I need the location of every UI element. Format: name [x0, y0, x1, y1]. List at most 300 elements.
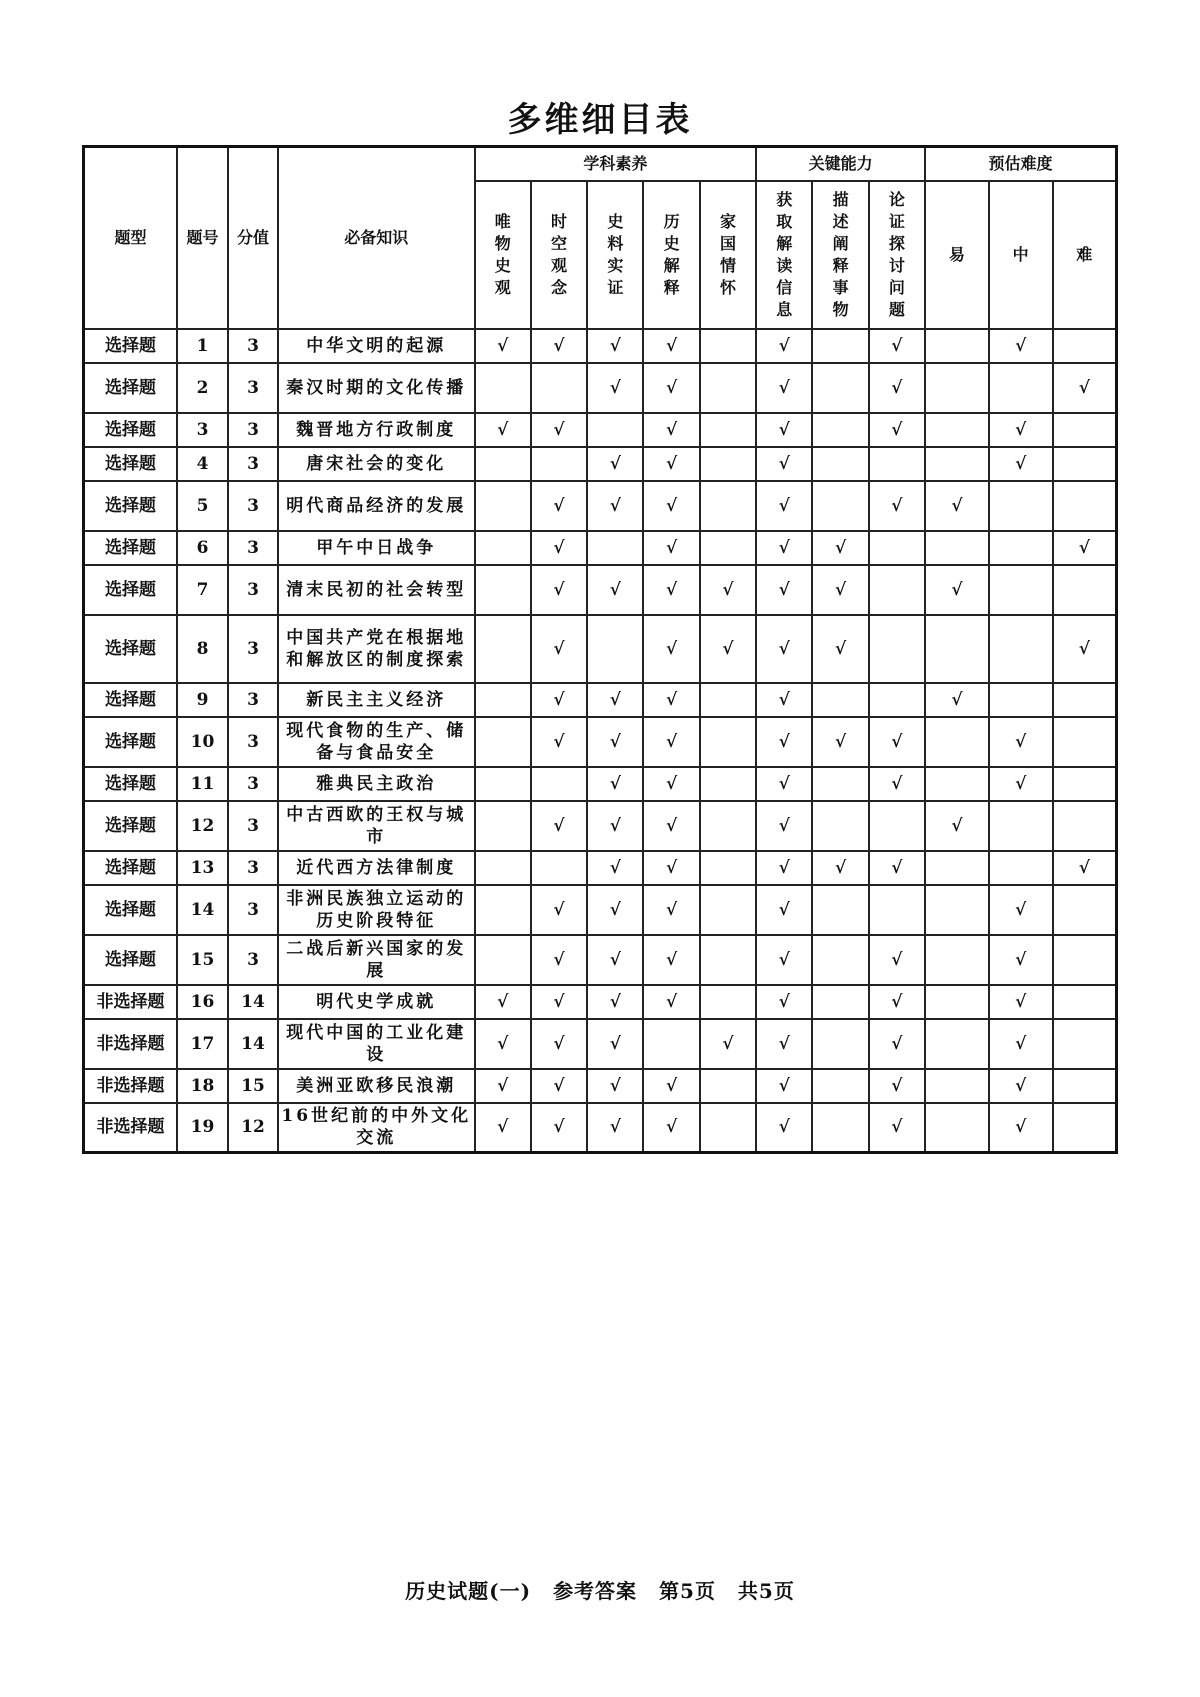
- question-type-cell: 选择题: [84, 565, 178, 615]
- literacy-check-mark: √: [643, 447, 699, 481]
- literacy-empty-cell: [475, 767, 531, 801]
- ability-empty-cell: [869, 683, 925, 717]
- literacy-empty-cell: [643, 1019, 699, 1069]
- difficulty-empty-cell: [1053, 1069, 1117, 1103]
- ability-empty-cell: [812, 481, 868, 531]
- literacy-check-mark: √: [531, 717, 587, 767]
- table-body: [84, 329, 1117, 1153]
- table-row: [84, 683, 1117, 717]
- ability-check-mark: √: [756, 1103, 812, 1153]
- question-type-cell: 选择题: [84, 447, 178, 481]
- ability-empty-cell: [812, 1069, 868, 1103]
- table-row: [84, 1019, 1117, 1069]
- ability-check-mark: √: [812, 531, 868, 565]
- difficulty-empty-cell: [1053, 767, 1117, 801]
- difficulty-empty-cell: [925, 767, 989, 801]
- header-literacy-col: 唯物史观: [475, 181, 531, 329]
- difficulty-check-mark: √: [989, 935, 1053, 985]
- score-cell: 3: [228, 767, 278, 801]
- ability-check-mark: √: [869, 413, 925, 447]
- knowledge-cell: 中华文明的起源: [278, 329, 475, 363]
- difficulty-empty-cell: [1053, 885, 1117, 935]
- literacy-check-mark: √: [531, 329, 587, 363]
- ability-empty-cell: [812, 1019, 868, 1069]
- knowledge-cell: 现代中国的工业化建设: [278, 1019, 475, 1069]
- ability-check-mark: √: [869, 329, 925, 363]
- literacy-empty-cell: [475, 615, 531, 683]
- difficulty-empty-cell: [925, 985, 989, 1019]
- ability-check-mark: √: [756, 531, 812, 565]
- ability-check-mark: √: [756, 885, 812, 935]
- literacy-check-mark: √: [475, 1019, 531, 1069]
- ability-check-mark: √: [756, 413, 812, 447]
- score-cell: 3: [228, 801, 278, 851]
- ability-empty-cell: [812, 363, 868, 413]
- question-number-cell: 17: [177, 1019, 228, 1069]
- literacy-empty-cell: [700, 851, 756, 885]
- difficulty-empty-cell: [1053, 1103, 1117, 1153]
- ability-check-mark: √: [869, 935, 925, 985]
- score-cell: 3: [228, 683, 278, 717]
- literacy-empty-cell: [475, 683, 531, 717]
- difficulty-check-mark: √: [989, 1103, 1053, 1153]
- literacy-check-mark: √: [643, 851, 699, 885]
- header-literacy-col: 历史解释: [643, 181, 699, 329]
- difficulty-check-mark: √: [1053, 615, 1117, 683]
- table-row: [84, 717, 1117, 767]
- difficulty-empty-cell: [1053, 935, 1117, 985]
- knowledge-cell: 秦汉时期的文化传播: [278, 363, 475, 413]
- literacy-check-mark: √: [587, 885, 643, 935]
- literacy-check-mark: √: [531, 683, 587, 717]
- literacy-check-mark: √: [531, 935, 587, 985]
- ability-check-mark: √: [869, 481, 925, 531]
- literacy-empty-cell: [475, 801, 531, 851]
- ability-check-mark: √: [756, 985, 812, 1019]
- knowledge-cell: 甲午中日战争: [278, 531, 475, 565]
- literacy-empty-cell: [700, 481, 756, 531]
- literacy-check-mark: √: [587, 851, 643, 885]
- knowledge-cell: 雅典民主政治: [278, 767, 475, 801]
- table-row: [84, 1103, 1117, 1153]
- header-literacy-col: 时空观念: [531, 181, 587, 329]
- table-row: [84, 1069, 1117, 1103]
- question-type-cell: 非选择题: [84, 1103, 178, 1153]
- knowledge-cell: 现代食物的生产、储备与食品安全: [278, 717, 475, 767]
- score-cell: 14: [228, 1019, 278, 1069]
- ability-check-mark: √: [756, 447, 812, 481]
- difficulty-empty-cell: [989, 801, 1053, 851]
- literacy-empty-cell: [700, 363, 756, 413]
- header-ability-col: 描述阐释事物: [812, 181, 868, 329]
- difficulty-empty-cell: [925, 615, 989, 683]
- question-type-cell: 选择题: [84, 481, 178, 531]
- ability-check-mark: √: [812, 851, 868, 885]
- difficulty-empty-cell: [989, 615, 1053, 683]
- footer-exam-name: 历史试题(一): [405, 1579, 532, 1603]
- literacy-empty-cell: [700, 767, 756, 801]
- knowledge-cell: 明代商品经济的发展: [278, 481, 475, 531]
- literacy-check-mark: √: [587, 447, 643, 481]
- question-type-cell: 选择题: [84, 615, 178, 683]
- difficulty-check-mark: √: [989, 717, 1053, 767]
- question-type-cell: 选择题: [84, 851, 178, 885]
- difficulty-empty-cell: [989, 565, 1053, 615]
- literacy-empty-cell: [700, 801, 756, 851]
- header-difficulty-col: 中: [989, 181, 1053, 329]
- literacy-check-mark: √: [643, 985, 699, 1019]
- difficulty-empty-cell: [925, 717, 989, 767]
- literacy-empty-cell: [531, 851, 587, 885]
- table-row: [84, 447, 1117, 481]
- ability-empty-cell: [869, 531, 925, 565]
- ability-check-mark: √: [869, 985, 925, 1019]
- knowledge-cell: 美洲亚欧移民浪潮: [278, 1069, 475, 1103]
- ability-check-mark: √: [756, 717, 812, 767]
- ability-check-mark: √: [756, 481, 812, 531]
- literacy-empty-cell: [587, 413, 643, 447]
- difficulty-check-mark: √: [925, 801, 989, 851]
- ability-check-mark: √: [869, 767, 925, 801]
- difficulty-empty-cell: [925, 363, 989, 413]
- question-type-cell: 选择题: [84, 767, 178, 801]
- ability-empty-cell: [812, 329, 868, 363]
- difficulty-check-mark: √: [925, 481, 989, 531]
- difficulty-check-mark: √: [989, 329, 1053, 363]
- literacy-check-mark: √: [587, 717, 643, 767]
- ability-empty-cell: [812, 935, 868, 985]
- literacy-check-mark: √: [531, 531, 587, 565]
- table-row: [84, 885, 1117, 935]
- question-number-cell: 11: [177, 767, 228, 801]
- difficulty-empty-cell: [989, 851, 1053, 885]
- literacy-empty-cell: [475, 363, 531, 413]
- difficulty-empty-cell: [1053, 683, 1117, 717]
- knowledge-cell: 中古西欧的王权与城市: [278, 801, 475, 851]
- literacy-check-mark: √: [643, 363, 699, 413]
- ability-check-mark: √: [756, 1069, 812, 1103]
- difficulty-empty-cell: [925, 885, 989, 935]
- score-cell: 3: [228, 717, 278, 767]
- question-type-cell: 选择题: [84, 413, 178, 447]
- literacy-check-mark: √: [531, 565, 587, 615]
- score-cell: 3: [228, 531, 278, 565]
- score-cell: 3: [228, 481, 278, 531]
- header-number: 题号: [177, 147, 228, 329]
- ability-check-mark: √: [869, 1103, 925, 1153]
- question-number-cell: 2: [177, 363, 228, 413]
- difficulty-check-mark: √: [989, 1069, 1053, 1103]
- score-cell: 3: [228, 363, 278, 413]
- literacy-check-mark: √: [587, 1019, 643, 1069]
- difficulty-empty-cell: [925, 447, 989, 481]
- difficulty-empty-cell: [925, 1019, 989, 1069]
- score-cell: 12: [228, 1103, 278, 1153]
- difficulty-check-mark: √: [1053, 363, 1117, 413]
- literacy-check-mark: √: [587, 363, 643, 413]
- literacy-check-mark: √: [643, 1103, 699, 1153]
- ability-empty-cell: [812, 413, 868, 447]
- literacy-empty-cell: [700, 985, 756, 1019]
- literacy-check-mark: √: [643, 1069, 699, 1103]
- ability-empty-cell: [812, 801, 868, 851]
- literacy-check-mark: √: [643, 615, 699, 683]
- literacy-empty-cell: [700, 447, 756, 481]
- ability-check-mark: √: [869, 363, 925, 413]
- ability-empty-cell: [869, 447, 925, 481]
- difficulty-empty-cell: [989, 481, 1053, 531]
- literacy-check-mark: √: [643, 565, 699, 615]
- literacy-empty-cell: [475, 885, 531, 935]
- literacy-empty-cell: [531, 767, 587, 801]
- ability-check-mark: √: [756, 801, 812, 851]
- ability-check-mark: √: [869, 717, 925, 767]
- header-ability-col: 论证探讨问题: [869, 181, 925, 329]
- difficulty-empty-cell: [1053, 413, 1117, 447]
- literacy-check-mark: √: [587, 683, 643, 717]
- table-row: [84, 363, 1117, 413]
- question-number-cell: 16: [177, 985, 228, 1019]
- difficulty-check-mark: √: [1053, 851, 1117, 885]
- ability-check-mark: √: [756, 565, 812, 615]
- ability-check-mark: √: [756, 329, 812, 363]
- difficulty-empty-cell: [1053, 1019, 1117, 1069]
- knowledge-cell: 近代西方法律制度: [278, 851, 475, 885]
- question-type-cell: 选择题: [84, 683, 178, 717]
- literacy-check-mark: √: [643, 329, 699, 363]
- header-difficulty-col: 难: [1053, 181, 1117, 329]
- question-type-cell: 选择题: [84, 363, 178, 413]
- literacy-empty-cell: [587, 531, 643, 565]
- difficulty-empty-cell: [925, 531, 989, 565]
- difficulty-empty-cell: [1053, 565, 1117, 615]
- question-number-cell: 13: [177, 851, 228, 885]
- question-number-cell: 5: [177, 481, 228, 531]
- literacy-empty-cell: [475, 565, 531, 615]
- literacy-empty-cell: [700, 885, 756, 935]
- literacy-check-mark: √: [531, 481, 587, 531]
- literacy-check-mark: √: [531, 1103, 587, 1153]
- literacy-check-mark: √: [531, 615, 587, 683]
- question-number-cell: 1: [177, 329, 228, 363]
- literacy-check-mark: √: [531, 801, 587, 851]
- difficulty-check-mark: √: [989, 1019, 1053, 1069]
- literacy-check-mark: √: [531, 1069, 587, 1103]
- difficulty-empty-cell: [925, 1069, 989, 1103]
- difficulty-empty-cell: [989, 683, 1053, 717]
- header-difficulty-col: 易: [925, 181, 989, 329]
- difficulty-empty-cell: [925, 413, 989, 447]
- literacy-check-mark: √: [531, 413, 587, 447]
- footer-answer-label: 参考答案: [553, 1579, 638, 1603]
- literacy-check-mark: √: [475, 1069, 531, 1103]
- difficulty-check-mark: √: [989, 767, 1053, 801]
- question-number-cell: 4: [177, 447, 228, 481]
- difficulty-check-mark: √: [925, 565, 989, 615]
- difficulty-empty-cell: [989, 363, 1053, 413]
- knowledge-cell: 明代史学成就: [278, 985, 475, 1019]
- score-cell: 3: [228, 935, 278, 985]
- question-number-cell: 14: [177, 885, 228, 935]
- ability-empty-cell: [869, 801, 925, 851]
- score-cell: 3: [228, 565, 278, 615]
- table-row: [84, 531, 1117, 565]
- ability-check-mark: √: [756, 1019, 812, 1069]
- question-number-cell: 12: [177, 801, 228, 851]
- knowledge-cell: 非洲民族独立运动的历史阶段特征: [278, 885, 475, 935]
- ability-empty-cell: [812, 767, 868, 801]
- knowledge-cell: 16世纪前的中外文化交流: [278, 1103, 475, 1153]
- header-score: 分值: [228, 147, 278, 329]
- difficulty-empty-cell: [1053, 985, 1117, 1019]
- ability-empty-cell: [812, 683, 868, 717]
- literacy-empty-cell: [475, 717, 531, 767]
- question-number-cell: 9: [177, 683, 228, 717]
- header-type: 题型: [84, 147, 178, 329]
- specification-table: [82, 145, 1118, 1154]
- literacy-check-mark: √: [643, 413, 699, 447]
- ability-check-mark: √: [812, 615, 868, 683]
- difficulty-check-mark: √: [925, 683, 989, 717]
- difficulty-check-mark: √: [989, 885, 1053, 935]
- question-type-cell: 选择题: [84, 329, 178, 363]
- literacy-empty-cell: [700, 531, 756, 565]
- literacy-check-mark: √: [587, 1069, 643, 1103]
- literacy-check-mark: √: [587, 1103, 643, 1153]
- literacy-empty-cell: [531, 447, 587, 481]
- question-number-cell: 8: [177, 615, 228, 683]
- header-knowledge: 必备知识: [278, 147, 475, 329]
- header-ability-col: 获取解读信息: [756, 181, 812, 329]
- literacy-check-mark: √: [700, 615, 756, 683]
- question-type-cell: 选择题: [84, 801, 178, 851]
- literacy-empty-cell: [700, 329, 756, 363]
- literacy-check-mark: √: [587, 985, 643, 1019]
- literacy-check-mark: √: [643, 767, 699, 801]
- literacy-check-mark: √: [587, 935, 643, 985]
- literacy-empty-cell: [700, 1069, 756, 1103]
- ability-empty-cell: [869, 615, 925, 683]
- literacy-check-mark: √: [475, 329, 531, 363]
- literacy-empty-cell: [475, 935, 531, 985]
- difficulty-check-mark: √: [1053, 531, 1117, 565]
- difficulty-empty-cell: [925, 329, 989, 363]
- ability-check-mark: √: [756, 935, 812, 985]
- knowledge-cell: 清末民初的社会转型: [278, 565, 475, 615]
- literacy-check-mark: √: [475, 985, 531, 1019]
- literacy-check-mark: √: [475, 413, 531, 447]
- literacy-empty-cell: [700, 683, 756, 717]
- literacy-check-mark: √: [531, 1019, 587, 1069]
- literacy-check-mark: √: [475, 1103, 531, 1153]
- knowledge-cell: 二战后新兴国家的发展: [278, 935, 475, 985]
- ability-empty-cell: [812, 1103, 868, 1153]
- table-row: [84, 615, 1117, 683]
- literacy-check-mark: √: [531, 885, 587, 935]
- literacy-empty-cell: [700, 717, 756, 767]
- question-type-cell: 选择题: [84, 531, 178, 565]
- ability-empty-cell: [812, 985, 868, 1019]
- question-number-cell: 3: [177, 413, 228, 447]
- ability-empty-cell: [869, 885, 925, 935]
- difficulty-empty-cell: [1053, 717, 1117, 767]
- table-row: [84, 801, 1117, 851]
- literacy-empty-cell: [700, 1103, 756, 1153]
- footer-page-total: 共5页: [737, 1579, 795, 1603]
- header-group-literacy: 学科素养: [475, 147, 757, 181]
- ability-check-mark: √: [756, 363, 812, 413]
- question-number-cell: 6: [177, 531, 228, 565]
- difficulty-check-mark: √: [989, 985, 1053, 1019]
- score-cell: 3: [228, 851, 278, 885]
- literacy-check-mark: √: [700, 1019, 756, 1069]
- header-group-ability: 关键能力: [756, 147, 925, 181]
- literacy-empty-cell: [531, 363, 587, 413]
- table-row: [84, 767, 1117, 801]
- question-type-cell: 非选择题: [84, 1069, 178, 1103]
- page-footer: [0, 1575, 1200, 1604]
- difficulty-check-mark: √: [989, 447, 1053, 481]
- literacy-check-mark: √: [643, 935, 699, 985]
- question-type-cell: 选择题: [84, 935, 178, 985]
- score-cell: 3: [228, 447, 278, 481]
- difficulty-empty-cell: [925, 1103, 989, 1153]
- footer-page-number: 第5页: [659, 1579, 716, 1603]
- knowledge-cell: 唐宋社会的变化: [278, 447, 475, 481]
- difficulty-empty-cell: [1053, 329, 1117, 363]
- literacy-empty-cell: [475, 481, 531, 531]
- score-cell: 3: [228, 885, 278, 935]
- literacy-empty-cell: [475, 531, 531, 565]
- literacy-empty-cell: [587, 615, 643, 683]
- question-type-cell: 选择题: [84, 717, 178, 767]
- literacy-check-mark: √: [643, 531, 699, 565]
- question-type-cell: 非选择题: [84, 985, 178, 1019]
- table-row: [84, 851, 1117, 885]
- question-number-cell: 19: [177, 1103, 228, 1153]
- table-row: [84, 329, 1117, 363]
- difficulty-check-mark: √: [989, 413, 1053, 447]
- literacy-check-mark: √: [587, 801, 643, 851]
- page-title: 多维细目表: [507, 100, 693, 140]
- header-literacy-col: 家国情怀: [700, 181, 756, 329]
- score-cell: 15: [228, 1069, 278, 1103]
- question-number-cell: 18: [177, 1069, 228, 1103]
- table-row: [84, 481, 1117, 531]
- knowledge-cell: 魏晋地方行政制度: [278, 413, 475, 447]
- ability-empty-cell: [869, 565, 925, 615]
- difficulty-empty-cell: [989, 531, 1053, 565]
- score-cell: 14: [228, 985, 278, 1019]
- ability-empty-cell: [812, 885, 868, 935]
- ability-empty-cell: [812, 447, 868, 481]
- ability-check-mark: √: [812, 717, 868, 767]
- difficulty-empty-cell: [1053, 801, 1117, 851]
- ability-check-mark: √: [812, 565, 868, 615]
- literacy-empty-cell: [475, 851, 531, 885]
- table-row: [84, 985, 1117, 1019]
- literacy-empty-cell: [475, 447, 531, 481]
- literacy-empty-cell: [700, 413, 756, 447]
- table-row: [84, 413, 1117, 447]
- literacy-check-mark: √: [587, 481, 643, 531]
- score-cell: 3: [228, 615, 278, 683]
- ability-check-mark: √: [756, 851, 812, 885]
- question-number-cell: 7: [177, 565, 228, 615]
- literacy-check-mark: √: [700, 565, 756, 615]
- literacy-check-mark: √: [643, 885, 699, 935]
- header-group-difficulty: 预估难度: [925, 147, 1116, 181]
